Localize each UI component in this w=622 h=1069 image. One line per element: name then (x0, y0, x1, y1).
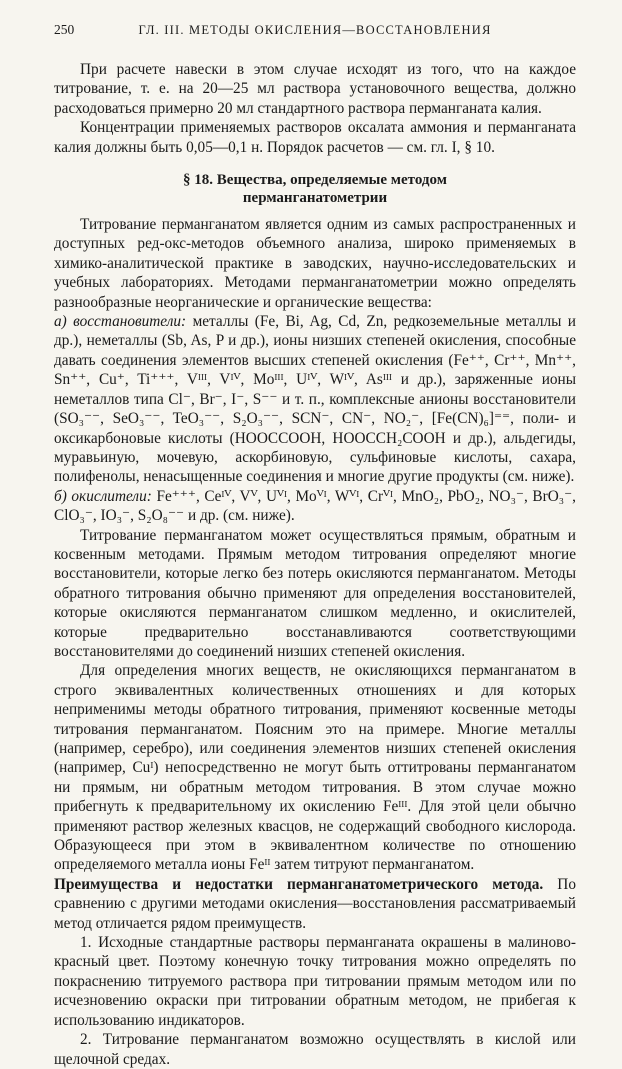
paragraph-reducers (54, 312, 576, 487)
paragraph-intro: Титрование перманганатом является одним из самых распространенных и доступных ред-окс-методов объемного анализа, широко применяемых в химико-аналитической практике в заводских, научно-исследовательских и учебных лабораториях. Методами перманганатометрии можно определять разнообразные неорганические и органические вещества: (54, 216, 576, 311)
paragraph-advantage-1: 1. Исходные стандартные растворы перманганата окрашены в малиново-красный цвет. Поэтому конечную точку титрования можно определять по покраснению титруемого раствора при титровании прямым методом или по исчезновению окраски при титровании обратным методом, не прибегая к использованию индикаторов. (54, 934, 576, 1029)
page-body (54, 60, 576, 1069)
oxidizers-text: Fe⁺⁺⁺, Ceᴵⱽ, Vⱽ, Uⱽᴵ, Moⱽᴵ, Wⱽᴵ, Crⱽᴵ, MnO₂, PbO₂, NO₃⁻, BrO₃⁻, ClO₃⁻, IO₃⁻, S₂O₈⁻⁻ и др. (см. ниже). (54, 487, 576, 525)
paragraph-sample-weight: При расчете навески в этом случае исходят из того, что на каждое титрование, т. е. на 20—25 мл раствора установочного вещества, должно расходоваться примерно 20 мл стандартного раствора перманганата калия. (54, 61, 576, 117)
section-heading (54, 171, 576, 207)
page-number: 250 (54, 22, 75, 37)
paragraph-titration-methods: Титрование перманганатом может осуществляться прямым, обратным и косвенным методами. Прямым методом титрования определяют многие восстановители, которые легко без потерь окисляются перманганатом. Методы обратного титрования обычно применяют для определения восстановителей, которые окисляются перманганатом слишком медленно, и окислителей, которые предварительно восстанавливаются соответствующими восстановителями до соединений низших степеней окисления. (54, 526, 576, 660)
running-head (54, 22, 576, 42)
advantages-text: По сравнению с другими методами окисления—восстановления рассматриваемый метод отличается рядом преимуществ. (54, 875, 576, 932)
running-title: ГЛ. III. МЕТОДЫ ОКИСЛЕНИЯ—ВОССТАНОВЛЕНИЯ (138, 23, 492, 37)
paragraph-advantage-2: 2. Титрование перманганатом возможно осуществлять в кислой или щелочной средах. (54, 1031, 576, 1068)
reducers-label: а) восстановители: (54, 313, 187, 331)
reducers-text: металлы (Fe, Bi, Ag, Cd, Zn, редкоземельные металлы и др.), неметаллы (Sb, As, P и др.), ионы низших степеней окисления, способные давать соединения элементов высших степеней окисления (Fe⁺⁺, Cr⁺⁺, Mn⁺⁺, Sn⁺⁺, Cu⁺, Ti⁺⁺⁺, Vᴵᴵᴵ, Vᴵⱽ, Moᴵᴵᴵ, Uᴵⱽ, Wᴵⱽ, Asᴵᴵᴵ и др.), заряженные ионы неметаллов типа Cl⁻, Br⁻, I⁻, S⁻⁻ и т. п., комплексные анионы восстановители (SO₃⁻⁻, SeO₃⁻⁻, TeO₃⁻⁻, S₂O₃⁻⁻, SCN⁻, CN⁻, NO₂⁻, [Fe(CN)₆]⁼⁼, поли- и оксикарбоновые кислоты (HOOCCOOH, HOOCCH₂COOH и др.), альдегиды, муравьиную, мочевую, аскорбиновую, сульфиновые кислоты, сахара, полифенолы, ненасыщенные соединения и многие другие продукты (см. ниже). (54, 313, 576, 486)
section-heading-line-2: перманганатометрии (242, 190, 388, 207)
paragraph-indirect-methods: Для определения многих веществ, не окисляющихся перманганатом в строго эквивалентных количественных отношениях и для которых неприменимы методы обратного титрования, применяют косвенные методы титрования перманганатом. Поясним это на примере. Многие металлы (например, серебро), или соединения элементов низших степеней окисления (например, Cuᴵ) непосредственно не могут быть оттитрованы перманганатом ни прямым, ни обратным методом титрования. В этом случае можно прибегнуть к предварительному их окислению Feᴵᴵᴵ. Для этой цели обычно применяют раствор железных квасцов, не содержащий свободного кислорода. Образующееся при этом в эквивалентном количестве по отношению определяемого металла ионы Feᴵᴵ затем титруют перманганатом. (54, 662, 576, 874)
advantages-heading: Преимущества и недостатки перманганатометрического метода. (54, 875, 544, 893)
oxidizers-label: б) окислители: (54, 487, 152, 505)
paragraph-advantages (54, 875, 576, 933)
paragraph-oxidizers (54, 487, 576, 526)
paragraph-concentrations: Концентрации применяемых растворов оксалата аммония и перманганата калия должны быть 0,05—0,1 н. Порядок расчетов — см. гл. I, § 10. (54, 119, 576, 156)
section-heading-line-1: § 18. Вещества, определяемые методом (183, 172, 447, 189)
